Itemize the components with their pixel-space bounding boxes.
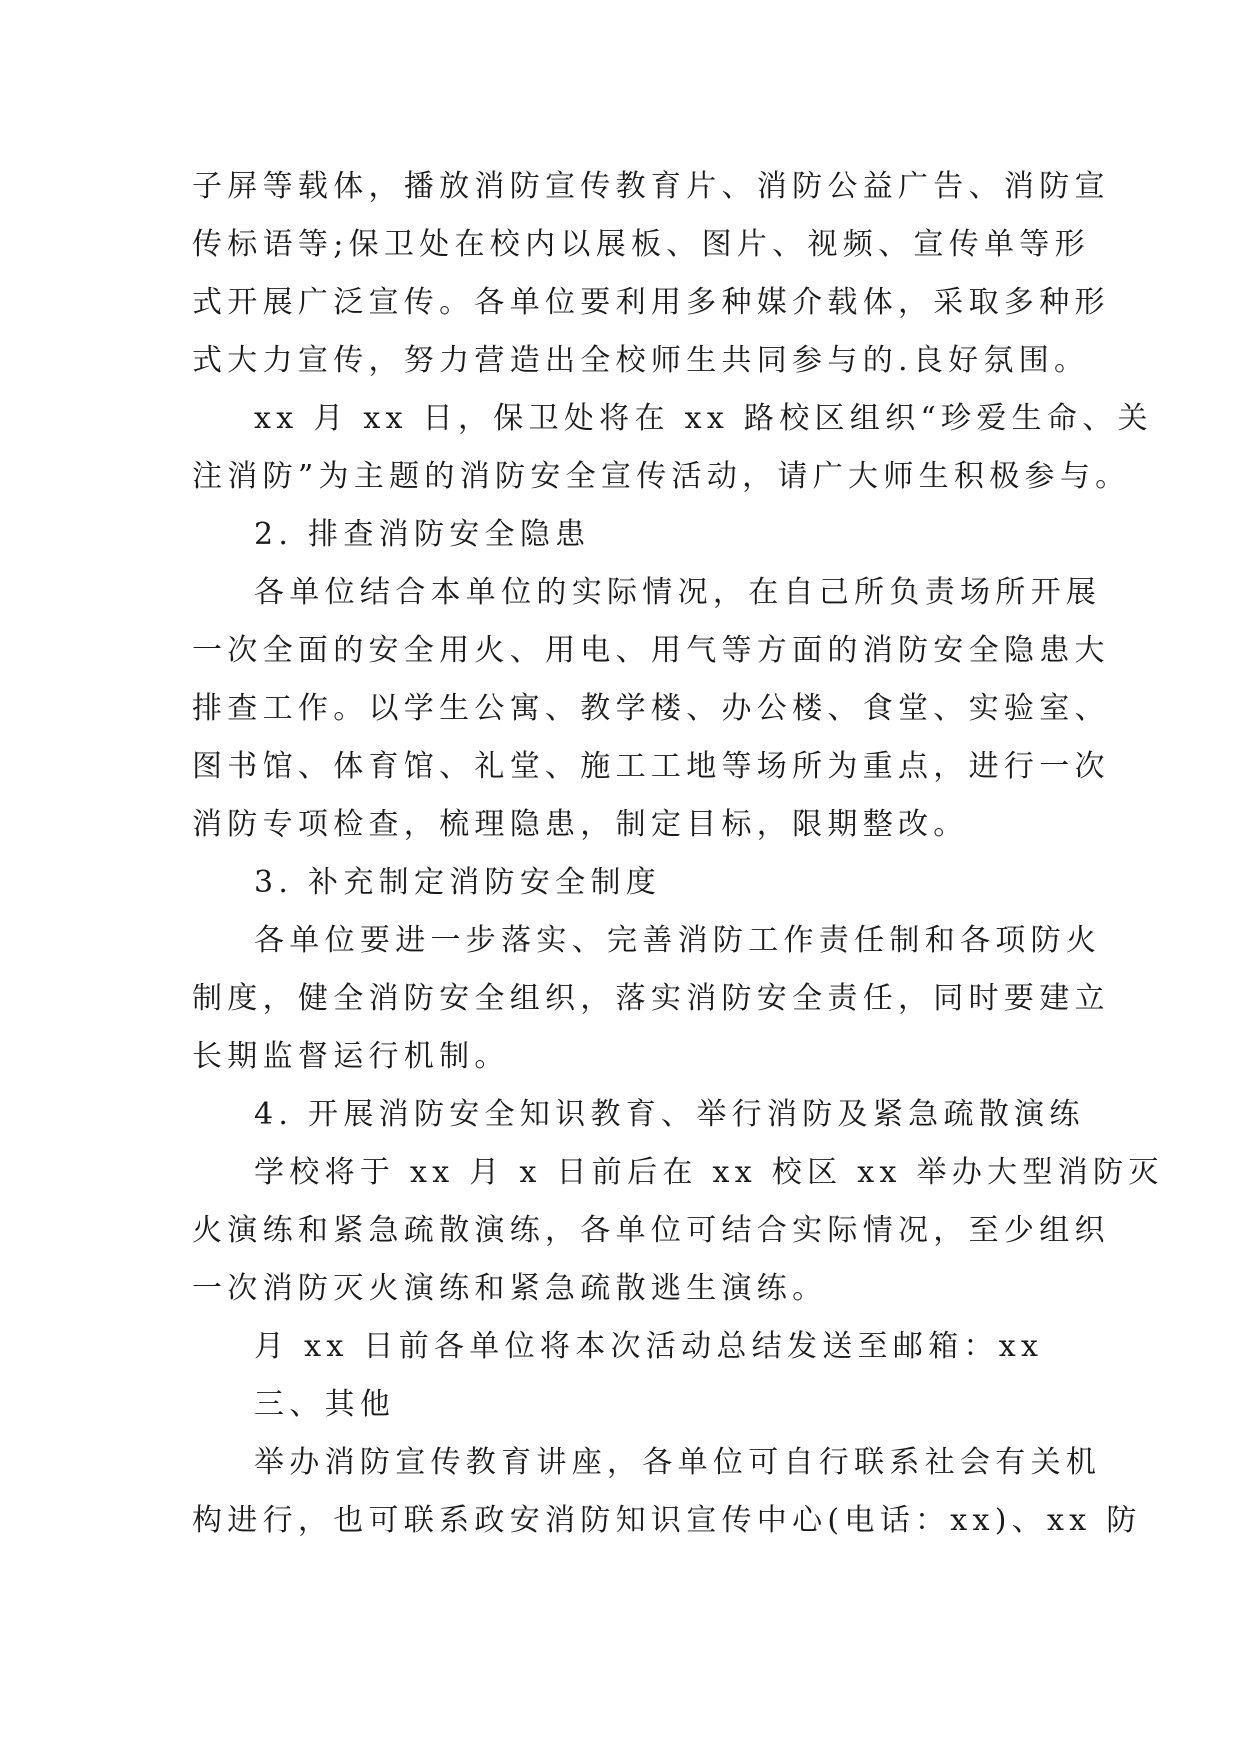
section-heading: 4. 开展消防安全知识教育、举行消防及紧急疏散演练 bbox=[254, 1097, 1085, 1132]
text-line: 学校将于 xx 月 x 日前后在 xx 校区 xx 举办大型消防灭 bbox=[254, 1155, 1164, 1190]
text-line: 月 xx 日前各单位将本次活动总结发送至邮箱：xx bbox=[254, 1329, 1044, 1364]
section-heading: 2. 排查消防安全隐患 bbox=[254, 517, 591, 552]
text-line: 一次消防灭火演练和紧急疏散逃生演练。 bbox=[192, 1271, 828, 1306]
text-line: 构进行，也可联系政安消防知识宣传中心(电话：xx)、xx 防 bbox=[192, 1503, 1142, 1538]
text-line: 子屏等载体，播放消防宣传教育片、消防公益广告、消防宣 bbox=[192, 169, 1110, 204]
text-line: 举办消防宣传教育讲座，各单位可自行联系社会有关机 bbox=[254, 1445, 1102, 1480]
text-line: 各单位要进一步落实、完善消防工作责任制和各项防火 bbox=[254, 923, 1102, 958]
text-line: 火演练和紧急疏散演练，各单位可结合实际情况，至少组织 bbox=[192, 1213, 1110, 1248]
text-line: 消防专项检查，梳理隐患，制定目标，限期整改。 bbox=[192, 807, 969, 842]
text-line: 一次全面的安全用火、用电、用气等方面的消防安全隐患大 bbox=[192, 633, 1110, 668]
text-line: 式开展广泛宣传。各单位要利用多种媒介载体，采取多种形 bbox=[192, 285, 1110, 320]
text-line: xx 月 xx 日，保卫处将在 xx 路校区组织“珍爱生命、关 bbox=[254, 401, 1153, 436]
text-line: 传标语等;保卫处在校内以展板、图片、视频、宣传单等形 bbox=[192, 227, 1090, 262]
section-heading: 三、其他 bbox=[254, 1387, 396, 1422]
text-line: 各单位结合本单位的实际情况，在自己所负责场所开展 bbox=[254, 575, 1102, 610]
section-heading: 3. 补充制定消防安全制度 bbox=[254, 865, 662, 900]
text-line: 图书馆、体育馆、礼堂、施工工地等场所为重点，进行一次 bbox=[192, 749, 1110, 784]
text-line: 长期监督运行机制。 bbox=[192, 1039, 510, 1074]
text-line: 注消防”为主题的消防安全宣传活动，请广大师生积极参与。 bbox=[192, 459, 1131, 494]
text-line: 制度，健全消防安全组织，落实消防安全责任，同时要建立 bbox=[192, 981, 1110, 1016]
document-body bbox=[192, 158, 1164, 1550]
text-line: 排查工作。以学生公寓、教学楼、办公楼、食堂、实验室、 bbox=[192, 691, 1110, 726]
text-line: 式大力宣传，努力营造出全校师生共同参与的.良好氛围。 bbox=[192, 343, 1090, 378]
